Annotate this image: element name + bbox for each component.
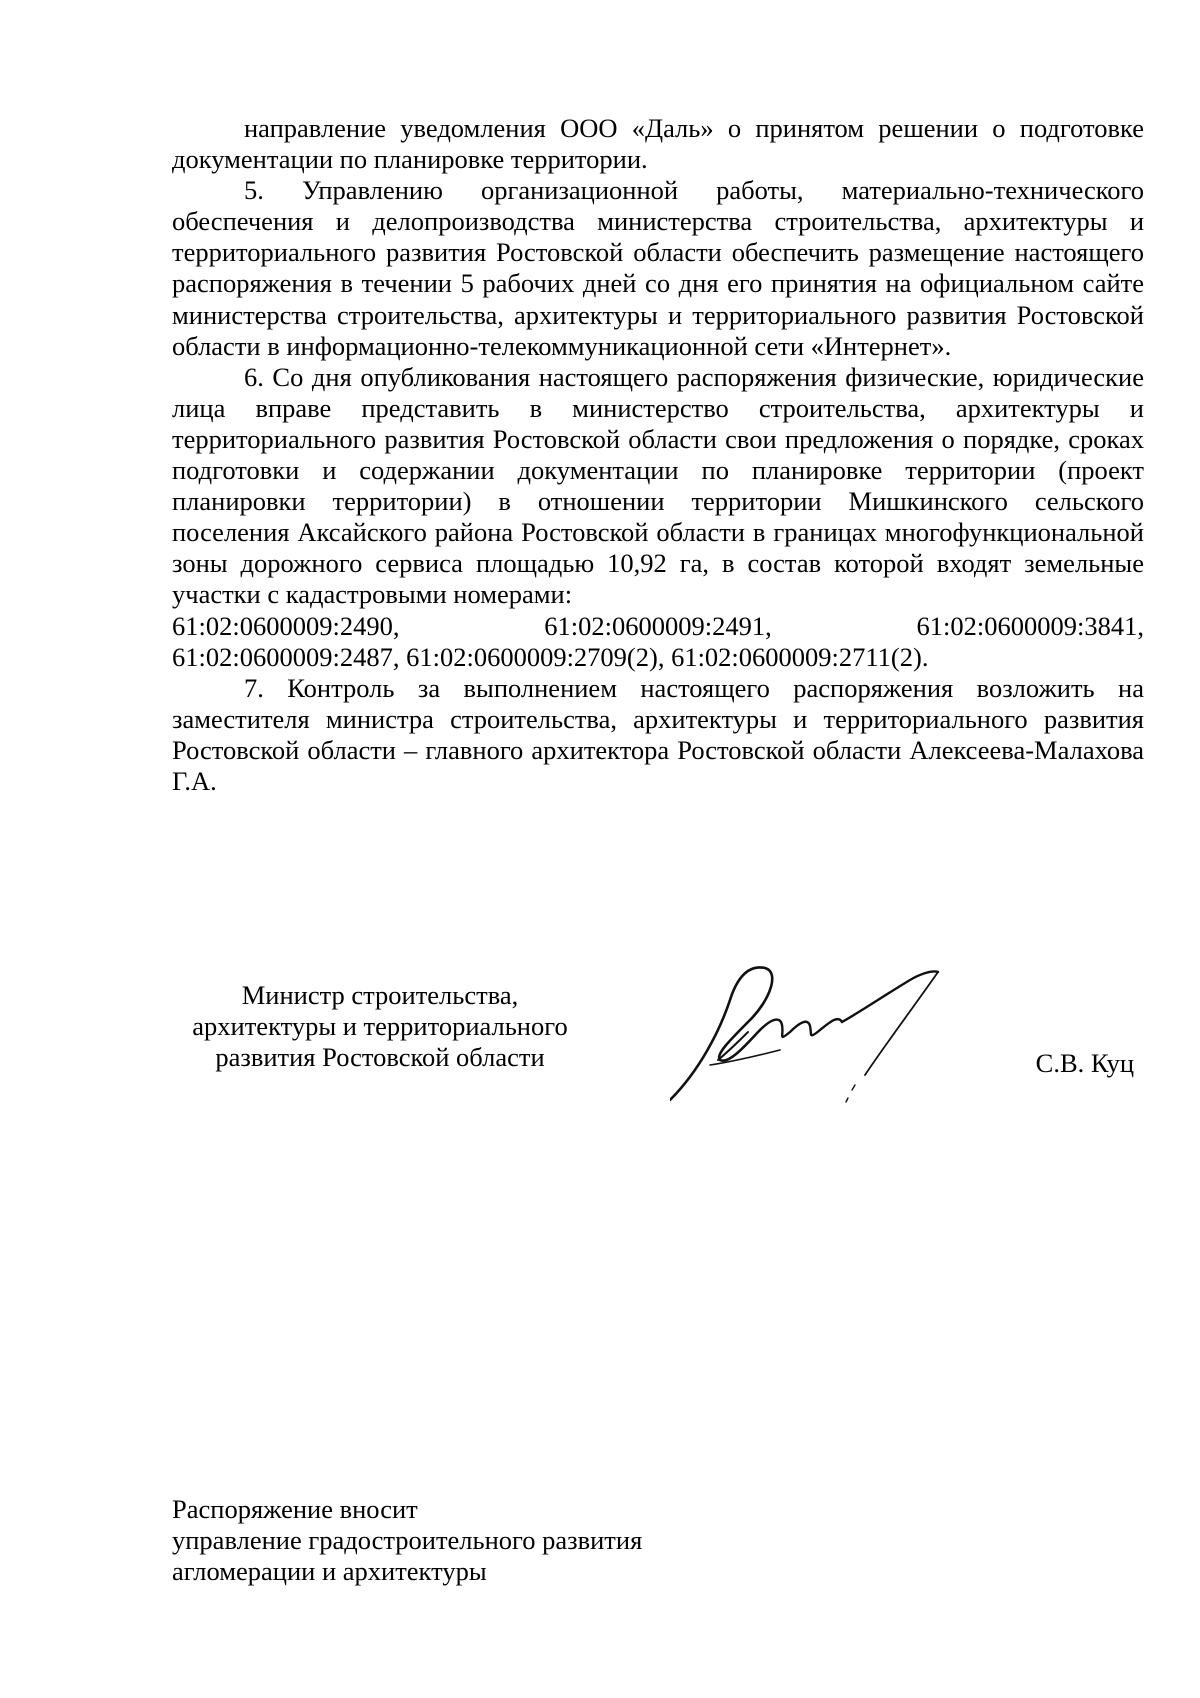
document-body	[172, 113, 1144, 797]
paragraph-7: 7. Контроль за выполнением настоящего распоряжения возложить на заместителя министра строительства, архитектуры и территориального развития Ростовской области – главного архитектора Ростовской области Алексеева-Малахова Г.А.	[172, 672, 1144, 796]
signer-position-line: архитектуры и территориального	[192, 1011, 568, 1041]
paragraph-6-text: 6. Со дня опубликования настоящего распоряжения физические, юридические лица вправе представить в министерство строительства, архитектуры и территориального развития Ростовской области свои предложения о порядке, сроках подготовки и содержании документации по планировке территории (проект планировки территории) в отношении территории Мишкинского сельского поселения Аксайского района Ростовской области в границах многофункциональной зоны дорожного сервиса площадью 10,92 га, в состав которой входят земельные участки с кадастровыми номерами:	[172, 361, 1144, 610]
signer-position-line: развития Ростовской области	[215, 1042, 545, 1072]
signer-position	[170, 980, 590, 1073]
document-author	[172, 1494, 642, 1587]
author-line: агломерации и архитектуры	[172, 1556, 487, 1586]
signer-position-line: Министр строительства,	[241, 980, 519, 1010]
cadastral-numbers-line	[172, 611, 1144, 642]
cadastral-number: 61:02:0600009:2490,	[172, 610, 400, 641]
handwritten-signature	[670, 960, 975, 1110]
paragraph-6	[172, 362, 1144, 611]
author-line: Распоряжение вносит	[172, 1494, 418, 1524]
signer-name: С.В. Куц	[1035, 1048, 1134, 1078]
cadastral-number: 61:02:0600009:3841,	[916, 610, 1144, 641]
paragraph-6-tail: 61:02:0600009:2487, 61:02:0600009:2709(2), 61:02:0600009:2711(2).	[172, 641, 929, 672]
paragraph-4-tail: направление уведомления ООО «Даль» о принятом решении о подготовке документации по планировке территории.	[172, 113, 1144, 175]
paragraph-5: 5. Управлению организационной работы, материально-технического обеспечения и делопроизводства министерства строительства, архитектуры и территориального развития Ростовской области обеспечить размещение настоящего распоряжения в течении 5 рабочих дней со дня его принятия на официальном сайте министерства строительства, архитектуры и территориального развития Ростовской области в информационно-телекоммуникационной сети «Интернет».	[172, 175, 1144, 361]
author-line: управление градостроительного развития	[172, 1525, 643, 1555]
cadastral-number: 61:02:0600009:2491,	[544, 610, 772, 641]
